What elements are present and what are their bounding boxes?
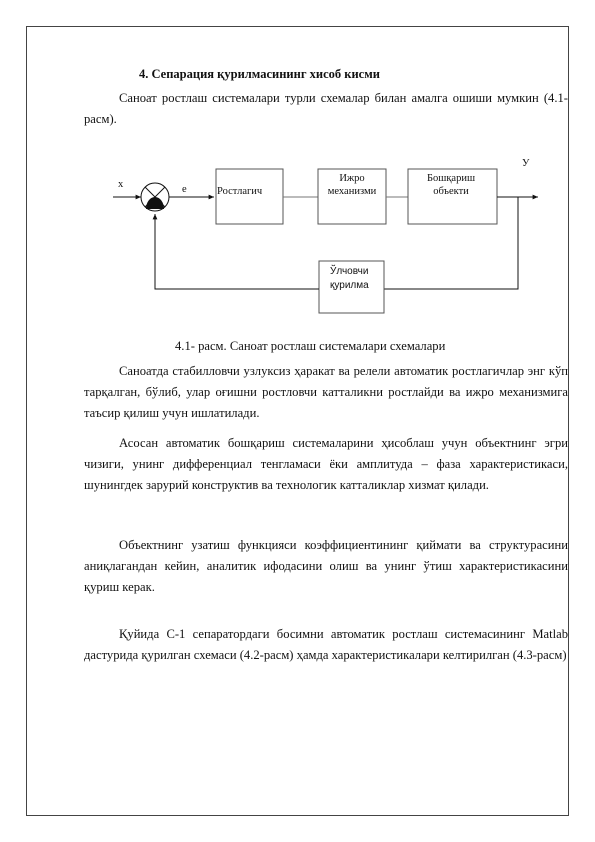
sensor-label-2: қурилма	[330, 280, 369, 291]
object-label-1: Бошқариш	[426, 173, 476, 184]
object-label-2: объекти	[433, 186, 469, 197]
label-y: У	[522, 158, 530, 169]
paragraph-4	[84, 624, 568, 666]
feedback-line-left	[155, 214, 319, 289]
paragraph-3-text: Объектнинг узатиш функцияси коэффициентининг қиймати ва структурасини аниқлагандан кейин, аналитик ифодасини олиш ва унинг ўтиш характеристикасини қуриш керак.	[84, 538, 568, 594]
paragraph-2-text: Асосан автоматик бошқариш системаларини ҳисоблаш учун объектнинг эгри чизиги, унинг дифференциал тенгламаси ёки амплитуда – фаза характеристикаси, шунингдек зарурий конструктив ва технологик катталиклар хизмат қилади.	[84, 436, 568, 492]
label-e: e	[182, 184, 187, 195]
regulator-label: Ростлагич	[217, 186, 263, 197]
paragraph-1-text: Саноатда стабилловчи узлуксиз ҳаракат ва релели автоматик ростлагичлар энг кўп тарқалган, бўлиб, улар оғишни ростловчи катталикни ростлайди ва ижро механизмига таъсир қилиш учун ишлатилади.	[84, 364, 568, 420]
paragraph-3	[84, 535, 568, 598]
paragraph-2	[84, 433, 568, 496]
figure-caption: 4.1- расм. Саноат ростлаш системалари схемалари	[175, 339, 446, 353]
paragraph-1	[84, 361, 568, 424]
paragraph-4-text: Қуйида С-1 сепаратордаги босимни автоматик ростлаш системасининг Matlab дастурида қурилган схемаси (4.2-расм) ҳамда характеристикалари келтирилган (4.3-расм)	[84, 627, 568, 662]
actuator-label-1: Ижро	[339, 173, 365, 184]
summing-junction	[141, 183, 169, 211]
section-title: 4. Сепарация қурилмасининг хисоб кисми	[139, 67, 380, 81]
intro-text: Саноат ростлаш системалари турли схемалар билан амалга ошиши мумкин (4.1-расм).	[84, 91, 568, 126]
sensor-label-1: Ўлчовчи	[330, 266, 369, 277]
label-x: x	[118, 179, 124, 190]
actuator-label-2: механизми	[327, 186, 377, 197]
